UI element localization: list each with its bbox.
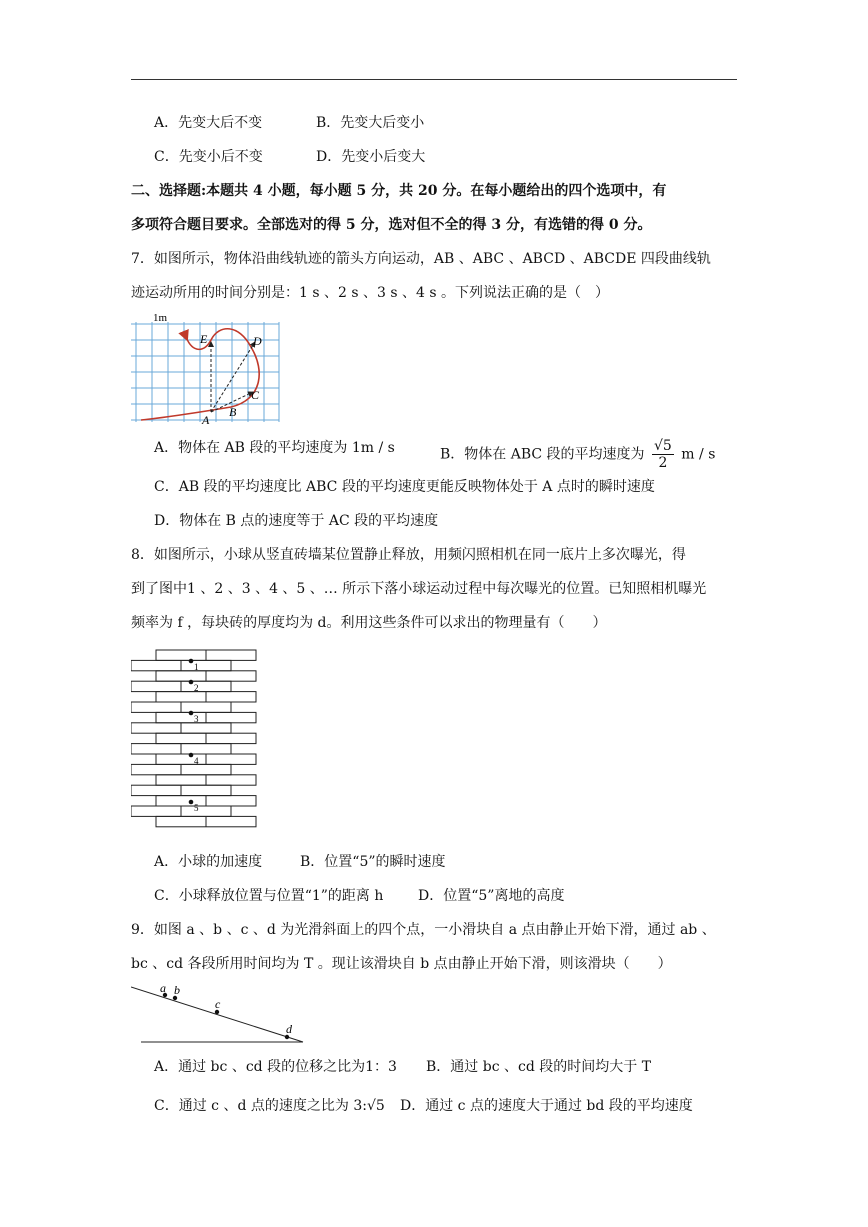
label-b: b	[174, 983, 180, 997]
q6-option-c: C．先变小后不变	[154, 149, 263, 165]
point-a: A	[202, 413, 210, 427]
ball-position-1	[189, 659, 194, 664]
section2-heading-line2: 多项符合题目要求。全部选对的得 5 分，选对但不全的得 3 分，有选错的得 0 分。	[131, 217, 652, 233]
q6-option-b: B．先变大后变小	[316, 115, 425, 131]
q7-option-b-unit: m / s	[681, 446, 716, 463]
q8-option-a: A．小球的加速度	[154, 854, 263, 870]
q9-stem-line1: 9．如图 a 、b 、c 、d 为光滑斜面上的四个点，一小滑块自 a 点由静止开始下滑，通过 ab 、	[131, 922, 716, 938]
q7-option-c: C．AB 段的平均速度比 ABC 段的平均速度更能反映物体处于 A 点时的瞬时速度	[154, 479, 655, 495]
q8-brick-wall-figure	[131, 648, 259, 834]
ball-position-4	[189, 753, 194, 758]
q8-stem-line3: 频率为 f ，每块砖的厚度均为 d。利用这些条件可以求出的物理量有（ ）	[131, 615, 607, 631]
point-b: B	[229, 405, 237, 419]
fraction-denominator: 2	[658, 455, 668, 471]
ball-label-5: 5	[194, 803, 199, 813]
q7-option-b-text: B．物体在 ABC 段的平均速度为	[440, 446, 645, 463]
ball-position-3	[189, 711, 194, 716]
q7-option-d: D．物体在 B 点的速度等于 AC 段的平均速度	[154, 513, 439, 529]
ball-label-1: 1	[194, 662, 199, 672]
scale-label: 1m	[153, 312, 168, 324]
q8-option-d: D．位置“5”离地的高度	[418, 888, 565, 904]
q9-incline-figure	[131, 982, 311, 1046]
ball-label-2: 2	[194, 683, 199, 693]
ball-position-5	[189, 800, 194, 805]
q7-stem-line1: 7．如图所示，物体沿曲线轨迹的箭头方向运动，AB 、ABC 、ABCD 、ABCDE 四段曲线轨	[131, 251, 711, 267]
incline-surface	[131, 987, 303, 1042]
label-d: d	[286, 1022, 292, 1036]
point-d: D	[253, 334, 262, 348]
q6-option-a: A．先变大后不变	[154, 115, 263, 131]
q9-stem-line2: bc 、cd 各段所用时间均为 T 。现让该滑块自 b 点由静止开始下滑，则该滑块（ ）	[131, 956, 672, 972]
q8-option-c: C．小球释放位置与位置“1”的距离 h	[154, 888, 384, 904]
q8-option-b: B．位置“5”的瞬时速度	[300, 854, 446, 870]
label-a: a	[160, 982, 166, 995]
point-c: C	[251, 388, 260, 402]
q7-option-a: A．物体在 AB 段的平均速度为 1m / s	[154, 440, 395, 456]
q9-option-d: D．通过 c 点的速度大于通过 bd 段的平均速度	[400, 1098, 693, 1114]
ball-position-2	[189, 680, 194, 685]
q7-option-b-fraction	[652, 438, 674, 471]
ball-label-3: 3	[194, 714, 199, 724]
header-rule	[131, 79, 737, 80]
label-c: c	[215, 997, 221, 1011]
section2-heading-line1: 二、选择题:本题共 4 小题，每小题 5 分，共 20 分。在每小题给出的四个选项中，有	[131, 183, 667, 199]
q6-option-d: D．先变小后变大	[316, 149, 426, 165]
q8-stem-line2: 到了图中1 、2 、3 、4 、5 、… 所示下落小球运动过程中每次曝光的位置。已知照相机曝光	[131, 581, 707, 597]
q7-trajectory-figure	[131, 312, 281, 427]
point-e: E	[200, 332, 208, 346]
ball-label-4: 4	[194, 756, 199, 766]
q8-stem-line1: 8．如图所示，小球从竖直砖墙某位置静止释放，用频闪照相机在同一底片上多次曝光，得	[131, 547, 686, 563]
q7-option-b	[440, 438, 715, 471]
q9-option-c: C．通过 c 、d 点的速度之比为 3:√5	[154, 1098, 385, 1114]
q7-stem-line2: 迹运动所用的时间分别是：1 s 、2 s 、3 s 、4 s 。下列说法正确的是（ ）	[131, 285, 609, 301]
q9-option-a: A．通过 bc 、cd 段的位移之比为1：3	[154, 1059, 397, 1075]
q9-option-b: B．通过 bc 、cd 段的时间均大于 T	[426, 1059, 652, 1075]
fraction-numerator: √5	[654, 438, 672, 454]
